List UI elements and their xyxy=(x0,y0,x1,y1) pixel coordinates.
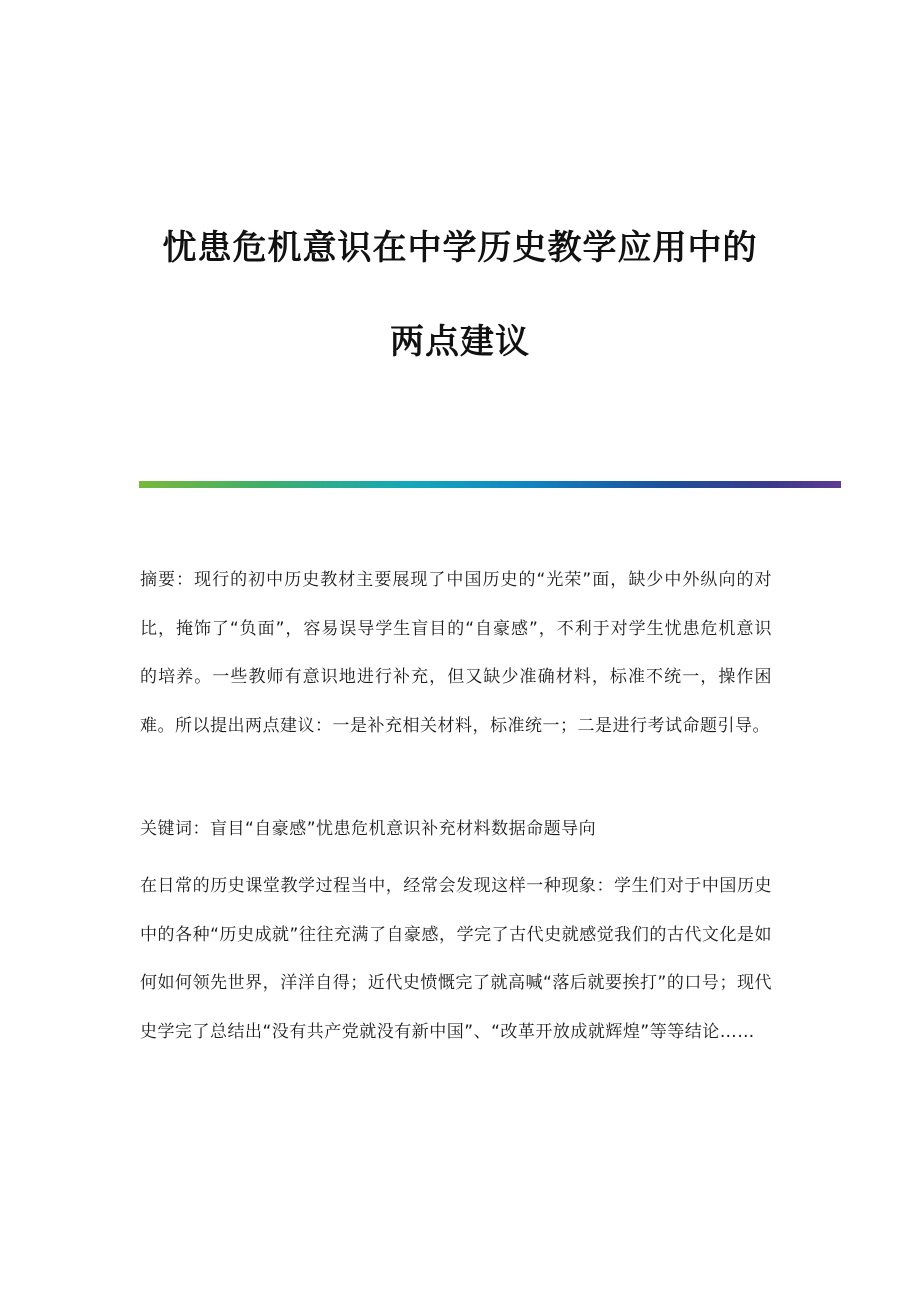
body-paragraph: 在日常的历史课堂教学过程当中，经常会发现这样一种现象：学生们对于中国历史中的各种“历史成就”往往充满了自豪感，学完了古代史就感觉我们的古代文化是如何如何领先世界，洋洋自得；近代史愤慨完了就高喊“落后就要挨打”的口号；现代史学完了总结出“没有共产党就没有新中国”、“改革开放成就辉煌”等等结论…… xyxy=(140,876,772,1042)
document-title-line-1: 忧患危机意识在中学历史教学应用中的 xyxy=(162,228,758,268)
abstract-paragraph: 摘要：现行的初中历史教材主要展现了中国历史的“光荣”面，缺少中外纵向的对比，掩饰了“负面”，容易误导学生盲目的“自豪感”，不利于对学生忧患危机意识的培养。一些教师有意识地进行补充，但又缺少准确材料，标准不统一，操作困难。所以提出两点建议：一是补充相关材料，标准统一；二是进行考试命题引导。 xyxy=(140,570,772,736)
gradient-divider xyxy=(139,481,841,488)
keywords-line: 关键词：盲目“自豪感”忧患危机意识补充材料数据命题导向 xyxy=(140,819,597,839)
document-title-line-2: 两点建议 xyxy=(390,322,530,362)
